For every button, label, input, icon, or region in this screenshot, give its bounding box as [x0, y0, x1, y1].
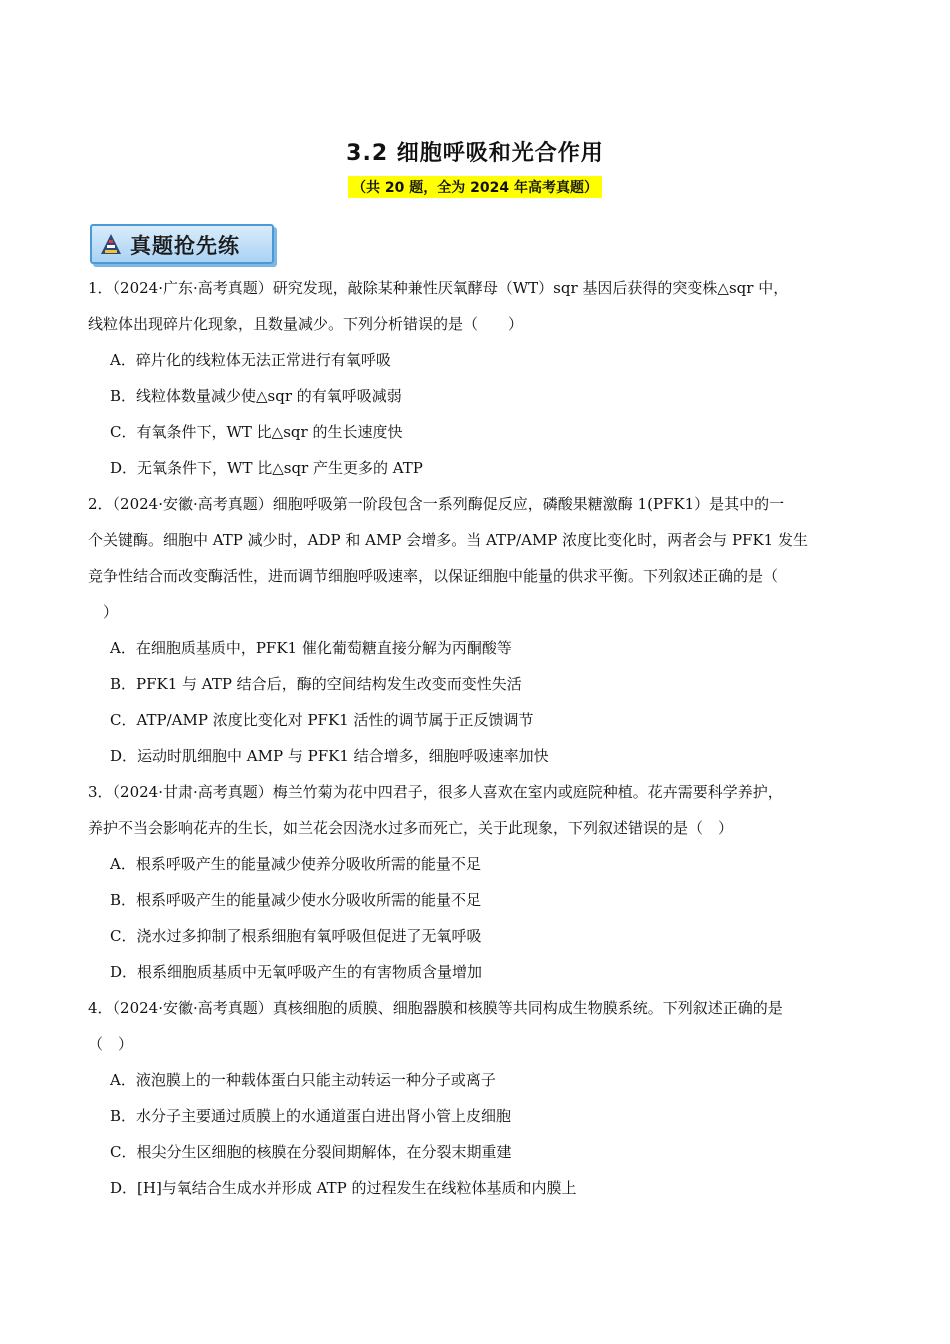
- option-a: A．液泡膜上的一种载体蛋白只能主动转运一种分子或离子: [110, 1071, 496, 1089]
- option-b: B．PFK1 与 ATP 结合后，酶的空间结构发生改变而变性失活: [110, 675, 522, 693]
- section-banner: [90, 224, 274, 264]
- option-d: D．根系细胞质基质中无氧呼吸产生的有害物质含量增加: [110, 963, 483, 981]
- option-d: D．运动时肌细胞中 AMP 与 PFK1 结合增多，细胞呼吸速率加快: [110, 747, 549, 765]
- question-stem-line: 竞争性结合而改变酶活性，进而调节细胞呼吸速率，以保证细胞中能量的供求平衡。下列叙述正确的是（: [88, 567, 779, 585]
- subtitle-wrap: [0, 176, 950, 198]
- question-stem-line: 4．（2024·安徽·高考真题）真核细胞的质膜、细胞器膜和核膜等共同构成生物膜系统。下列叙述正确的是: [88, 999, 783, 1017]
- question-1: [88, 270, 863, 486]
- question-stem-line: 3．（2024·甘肃·高考真题）梅兰竹菊为花中四君子，很多人喜欢在室内或庭院种植。花卉需要科学养护，: [88, 783, 783, 801]
- question-stem-line: （ ）: [88, 1035, 134, 1053]
- option-a: A．在细胞质基质中，PFK1 催化葡萄糖直接分解为丙酮酸等: [110, 639, 512, 657]
- page-title: 3.2 细胞呼吸和光合作用: [346, 141, 604, 166]
- question-list: [88, 270, 863, 1206]
- option-c: C．浇水过多抑制了根系细胞有氧呼吸但促进了无氧呼吸: [110, 927, 482, 945]
- option-b: B．水分子主要通过质膜上的水通道蛋白进出肾小管上皮细胞: [110, 1107, 512, 1125]
- question-stem-line: ）: [88, 603, 119, 621]
- option-b: B．根系呼吸产生的能量减少使水分吸收所需的能量不足: [110, 891, 482, 909]
- question-3: [88, 774, 863, 990]
- question-stem-line: 2．（2024·安徽·高考真题）细胞呼吸第一阶段包含一系列酶促反应，磷酸果糖激酶 1(PFK1）是其中的一: [88, 495, 785, 513]
- question-stem-line: 养护不当会影响花卉的生长，如兰花会因浇水过多而死亡，关于此现象，下列叙述错误的是（ ）: [88, 819, 734, 837]
- question-stem-line: 1．（2024·广东·高考真题）研究发现，敲除某种兼性厌氧酵母（WT）sqr 基因后获得的突变株△sqr 中，: [88, 279, 789, 297]
- page-subtitle: （共 20 题，全为 2024 年高考真题）: [348, 176, 602, 198]
- option-c: C．ATP/AMP 浓度比变化对 PFK1 活性的调节属于正反馈调节: [110, 711, 534, 729]
- question-2: [88, 486, 863, 774]
- option-a: A．碎片化的线粒体无法正常进行有氧呼吸: [110, 351, 391, 369]
- pyramid-icon: [100, 233, 122, 255]
- option-c: C．根尖分生区细胞的核膜在分裂间期解体，在分裂末期重建: [110, 1143, 512, 1161]
- question-stem-line: 个关键酶。细胞中 ATP 减少时，ADP 和 AMP 会增多。当 ATP/AMP 浓度比变化时，两者会与 PFK1 发生: [88, 531, 808, 549]
- option-d: D．[H]与氧结合生成水并形成 ATP 的过程发生在线粒体基质和内膜上: [110, 1179, 577, 1197]
- option-a: A．根系呼吸产生的能量减少使养分吸收所需的能量不足: [110, 855, 481, 873]
- option-c: C．有氧条件下，WT 比△sqr 的生长速度快: [110, 423, 403, 441]
- banner-label: 真题抢先练: [130, 233, 240, 258]
- question-stem-line: 线粒体出现碎片化现象，且数量减少。下列分析错误的是（ ）: [88, 315, 524, 333]
- option-b: B．线粒体数量减少使△sqr 的有氧呼吸减弱: [110, 387, 402, 405]
- question-4: [88, 990, 863, 1206]
- option-d: D．无氧条件下，WT 比△sqr 产生更多的 ATP: [110, 459, 423, 477]
